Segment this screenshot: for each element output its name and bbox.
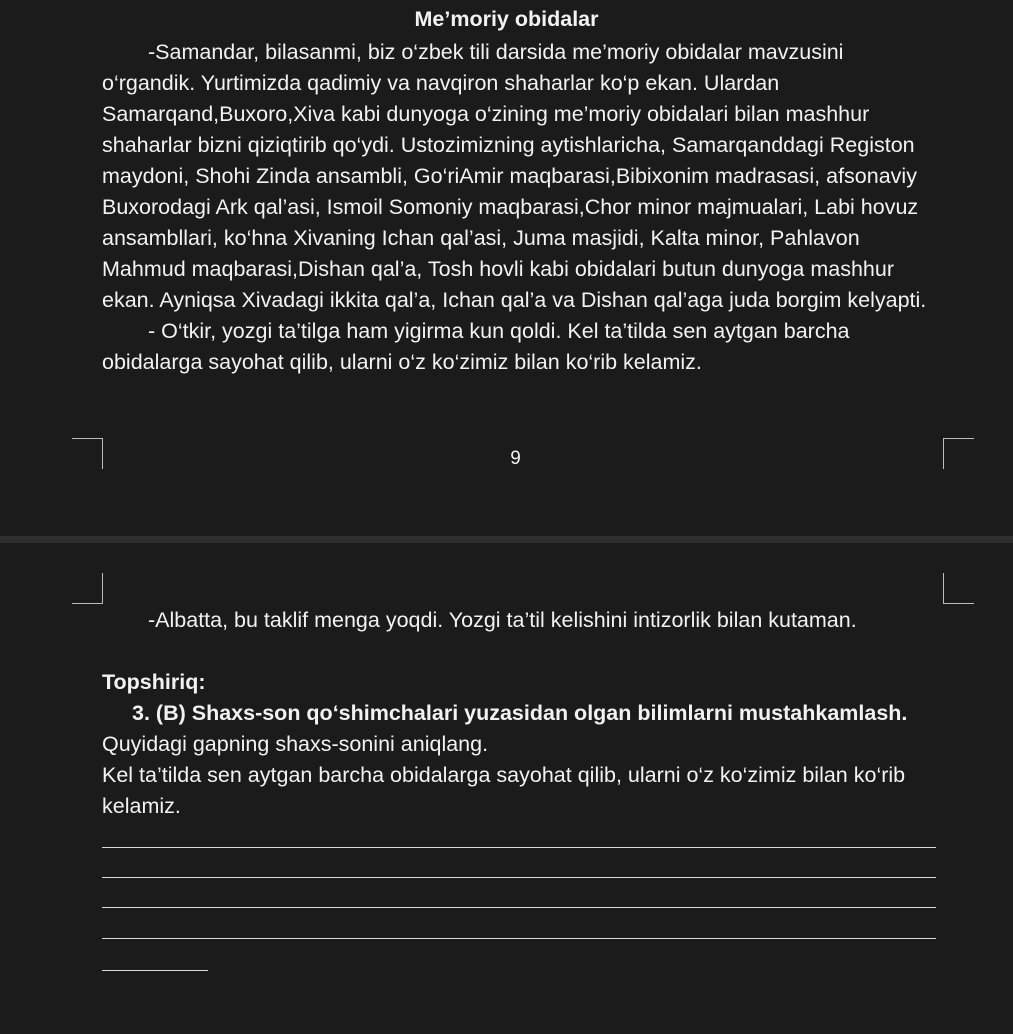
page-corner-mark-bottom-right	[943, 573, 974, 604]
task-item: 3. (B) Shaxs-son qo‘shimchalari yuzasidan olgan bilimlarni mustahkamlash.	[132, 701, 908, 725]
answer-line-2[interactable]	[102, 877, 936, 878]
page-separator	[0, 536, 1013, 543]
page-number: 9	[510, 448, 521, 469]
answer-line-1[interactable]	[102, 847, 936, 848]
task-sentence: Kel ta’tilda sen aytgan barcha obidalarga sayohat qilib, ularni o‘z ko‘zimiz bilan ko‘rib kelamiz.	[102, 763, 906, 818]
page-title: Me’moriy obidalar	[414, 7, 599, 31]
dialogue-paragraph-1: -Samandar, bilasanmi, biz o‘zbek tili darsida me’moriy obidalar mavzusini o‘rgandik. Yurtimizda qadimiy va navqiron shaharlar ko‘p ekan. Ulardan Samarqand,Buxoro,Xiva kabi dunyoga o‘zining me’moriy obidalari bilan mashhur shaharlar bizni qiziqtirib qo‘ydi. Ustozimizning aytishlaricha, Samarqanddagi Registon maydoni, Shohi Zinda ansambli, Go‘riAmir maqbarasi,Bibixonim madrasasi, afsonaviy Buxorodagi Ark qal’asi, Ismoil Somoniy maqbarasi,Chor minor majmualari, Labi hovuz ansambllari, ko‘hna Xivaning Ichan qal’asi, Juma masjidi, Kalta minor, Pahlavon Mahmud maqbarasi,Dishan qal’a, Tosh hovli kabi obidalari butun dunyoga mashhur ekan. Ayniqsa Xivadagi ikkita qal’a, Ichan qal’a va Dishan qal’aga juda borgim kelyapti.	[102, 40, 927, 312]
dialogue-block-continued	[102, 605, 932, 636]
page-corner-mark-bottom-left	[72, 573, 103, 604]
task-heading: Topshiriq:	[102, 670, 206, 694]
document-page-10	[0, 543, 1013, 1034]
answer-line-3[interactable]	[102, 907, 936, 908]
dialogue-paragraph-3: -Albatta, bu taklif menga yoqdi. Yozgi ta’til kelishini intizorlik bilan kutaman.	[148, 608, 857, 632]
answer-line-4[interactable]	[102, 938, 936, 939]
dialogue-paragraph-2: - O‘tkir, yozgi ta’tilga ham yigirma kun qoldi. Kel ta’tilda sen aytgan barcha obidalarga sayohat qilib, ularni o‘z ko‘zimiz bilan ko‘rib kelamiz.	[102, 319, 850, 374]
answer-line-5[interactable]	[102, 970, 208, 971]
dialogue-block	[102, 37, 932, 378]
task-instruction: Quyidagi gapning shaxs-sonini aniqlang.	[102, 732, 489, 756]
